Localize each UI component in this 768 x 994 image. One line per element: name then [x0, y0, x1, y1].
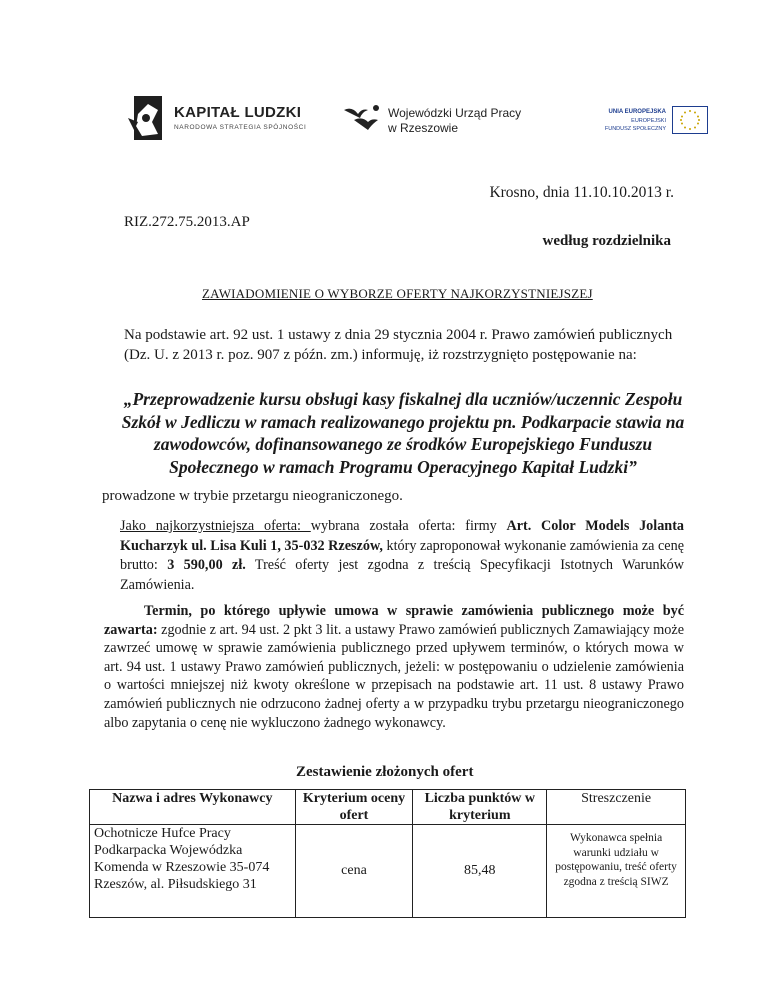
header-contractor: Nazwa i adres Wykonawcy: [90, 790, 296, 825]
contract-term-text: zgodnie z art. 94 ust. 2 pkt 3 lit. a ustawy Prawo zamówień publicznych Zamawiający może zawrzeć umowę w sprawie zamówienia publicznego przed upływem terminów, o których mowa w art. 94 ust. 1 ustawy Prawo zamówień publicznych, jeżeli: w postępowaniu o udzielenie zamówienia o wartości mniejszej niż kwoty określone w przepisach na podstawie art. 11 ust. 8 ustawy Prawo zamówień publicznych nie odrzucono żadnej oferty a w przypadku trybu przetargu nieograniczonego albo zapytania o cenę nie wykluczono żadnego wykonawcy.: [104, 621, 684, 731]
table-row: [90, 825, 686, 918]
kapital-ludzki-subtitle: NARODOWA STRATEGIA SPÓJNOŚCI: [174, 124, 307, 131]
document-heading: ZAWIADOMIENIE O WYBORZE OFERTY NAJKORZYSTNIEJSZEJ: [202, 286, 593, 301]
wup-logo: [342, 100, 542, 140]
contract-term-heading: Termin, po którego upływie umowa w sprawie zamówienia publicznego może być zawarta:: [104, 603, 684, 638]
best-offer-text-2: który zaproponował wykonanie zamówienia za cenę brutto:: [120, 537, 684, 573]
eu-flag-icon: [672, 106, 708, 134]
best-offer-text-1: wybrana została oferta: firmy: [310, 518, 507, 534]
offers-summary-title: Zestawienie złożonych ofert: [296, 764, 474, 780]
summary-value: Wykonawca spełnia warunki udziału w postępowaniu, treść oferty zgodna z treścią SIWZ: [547, 825, 686, 918]
header-criterion: Kryterium oceny ofert: [295, 790, 413, 825]
kapital-ludzki-emblem-icon: [128, 96, 164, 142]
header-points: Liczba punktów w kryterium: [413, 790, 547, 825]
procedure-mode: prowadzone w trybie przetargu nieograniczonego.: [102, 488, 403, 504]
eu-line-2: EUROPEJSKI: [631, 118, 666, 124]
eu-line-3: FUNDUSZ SPOŁECZNY: [604, 126, 666, 132]
best-offer-price: 3 590,00 zł.: [167, 557, 246, 573]
distribution-note: według rozdzielnika: [542, 233, 671, 249]
best-offer-paragraph: [120, 517, 684, 595]
reference-number: RIZ.272.75.2013.AP: [124, 214, 250, 230]
points-value: 85,48: [413, 825, 547, 918]
criterion-value: cena: [295, 825, 413, 918]
wup-line-1: Wojewódzki Urząd Pracy: [388, 106, 522, 120]
best-offer-company: Art. Color Models Jolanta Kucharzyk ul. Lisa Kuli 1, 35-032 Rzeszów,: [120, 518, 685, 554]
intro-paragraph: Na podstawie art. 92 ust. 1 ustawy z dnia 29 stycznia 2004 r. Prawo zamówień publicznych (Dz. U. z 2013 r. poz. 907 z późn. zm.) informuję, iż rozstrzygnięto postępowanie na:: [124, 327, 673, 363]
offers-table-header: [90, 790, 686, 825]
offers-table: [89, 789, 686, 918]
eu-logo: [578, 106, 708, 140]
contractor-name: Ochotnicze Hufce Pracy Podkarpacka Wojewódzka Komenda w Rzeszowie 35-074 Rzeszów, al. Piłsudskiego 31: [90, 825, 296, 918]
document-date: Krosno, dnia 11.10.10.2013 r.: [489, 184, 674, 201]
procurement-subject: „Przeprowadzenie kursu obsługi kasy fiskalnej dla uczniów/uczennic Zespołu Szkół w Jedliczu w ramach realizowanego projektu pn. Podkarpacie stawia na zawodowców, dofinansowanego ze środków Europejskiego Funduszu Społecznego w ramach Programu Operacyjnego Kapitał Ludzki”: [121, 389, 685, 477]
contract-term-paragraph: [104, 602, 684, 732]
kapital-ludzki-logo: [128, 96, 318, 146]
best-offer-label: Jako najkorzystniejsza oferta:: [120, 518, 311, 534]
header-summary: Streszczenie: [547, 790, 686, 825]
kapital-ludzki-title: KAPITAŁ LUDZKI: [174, 104, 302, 121]
wup-line-2: w Rzeszowie: [388, 121, 459, 135]
wup-birds-icon: [342, 102, 382, 134]
eu-line-1: UNIA EUROPEJSKA: [608, 109, 666, 115]
best-offer-text-3: Treść oferty jest zgodna z treścią Specyfikacji Istotnych Warunków Zamówienia.: [120, 557, 684, 593]
